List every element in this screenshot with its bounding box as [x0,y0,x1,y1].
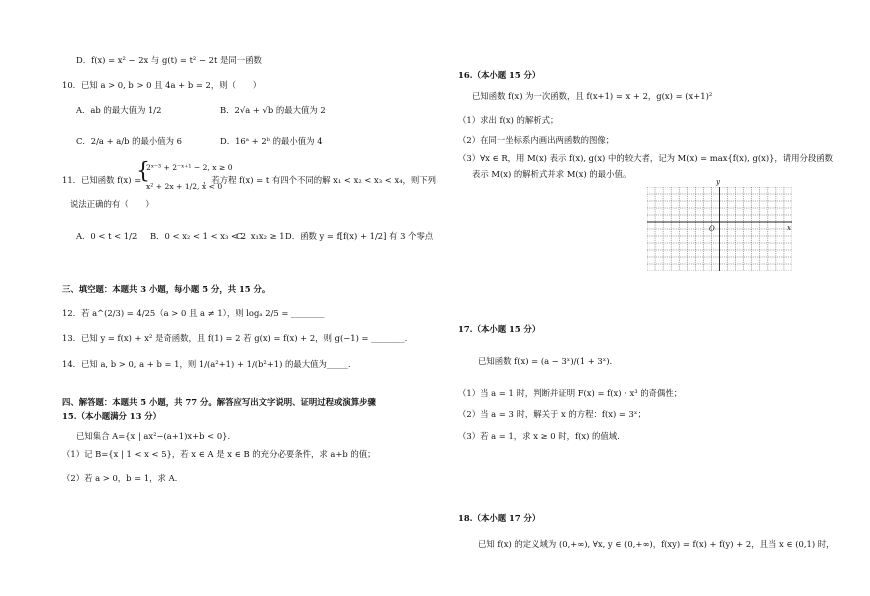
q11-brace: { [136,159,150,184]
y-axis-label: y [716,178,720,186]
q17-part-2: （2）当 a = 3 时，解关于 x 的方程：f(x) = 3ˣ； [458,409,646,419]
q17-part-1: （1）当 a = 1 时，判断并证明 F(x) = f(x) · x³ 的奇偶性； [458,388,683,398]
q10-stem: 10．已知 a > 0, b > 0 且 4a + b = 2，则（ ） [62,80,262,90]
q15-part-2: （2）若 a > 0，b = 1，求 A. [62,473,178,483]
q15-set: 已知集合 A={x | ax²−(a+1)x+b < 0}. [76,431,231,441]
q16-given: 已知函数 f(x) 为一次函数，且 f(x+1) = x + 2，g(x) = (x+1)² [472,91,713,101]
q11-case-2: x² + 2x + 1/2, x < 0 [146,182,223,191]
section-4-heading: 四、解答题：本题共 5 小题，共 77 分。解答应写出文字说明、证明过程或演算步骤 [62,397,376,407]
q9-option-d: D．f(x) = x² − 2x 与 g(t) = t² − 2t 是同一函数 [76,55,262,65]
q13: 13．已知 y = f(x) + x² 是奇函数，且 f(1) = 2 若 g(x) = f(x) + 2，则 g(−1) = ________. [62,333,408,343]
q17-heading: 17.（本小题 15 分） [458,324,541,334]
q10-option-a: A．ab 的最大值为 1/2 [76,105,162,115]
q18-given: 已知 f(x) 的定义域为 (0,+∞), ∀x, y ∈ (0,+∞)，f(xy) = f(x) + f(y) + 2，且当 x ∈ (0,1) 时， [478,539,835,549]
q17-part-3: （3）若 a = 1，求 x ≥ 0 时，f(x) 的值域. [458,431,620,441]
q11-tail: ，若方程 f(x) = t 有四个不同的解 x₁ < x₂ < x₃ < x₄，则下列 [203,175,437,185]
q17-given: 已知函数 f(x) = (a − 3ˣ)/(1 + 3ˣ). [478,356,613,366]
coordinate-grid [647,187,792,271]
q11-option-b: B．0 < x₂ < 1 < x₃ < 2 [150,231,247,241]
q14: 14．已知 a, b > 0, a + b = 1，则 1/(a²+1) + 1/(b²+1) 的最大值为_____. [62,359,351,369]
q11-case-1: 2ˣ⁻³ + 2⁻ˣ⁺¹ − 2, x ≥ 0 [146,163,233,172]
q15-part-1: （1）记 B={x | 1 < x < 5}，若 x ∈ A 是 x ∈ B 的充分必要条件，求 a+b 的值； [62,449,376,459]
q10-option-d: D．16ᵃ + 2ᵇ 的最小值为 4 [220,136,323,146]
q16-part-1: （1）求出 f(x) 的解析式； [458,115,559,125]
q11-option-a: A．0 < t < 1/2 [76,231,138,241]
q15-heading: 15.（本小题满分 13 分） [62,411,162,421]
q12: 12．若 a^(2/3) = 4/25（a > 0 且 a ≠ 1），则 logₐ 2/5 = ________ [62,308,325,318]
origin-label: O [709,225,715,233]
q16-heading: 16.（本小题 15 分） [458,70,541,80]
q16-part-3b: 表示 M(x) 的解析式并求 M(x) 的最小值。 [472,169,632,179]
q16-part-3a: （3）∀x ∈ R，用 M(x) 表示 f(x), g(x) 中的较大者，记为 M(x) = max{f(x), g(x)}，请用分段函数 [458,153,834,163]
q11-option-d: D．函数 y = f[f(x) + 1/2] 有 3 个零点 [285,231,434,241]
q18-heading: 18.（本小题 17 分） [458,513,541,523]
q11-label: 11．已知函数 f(x) = [62,175,142,185]
q11-line-2: 说法正确的有（ ） [70,199,154,209]
q10-option-c: C．2/a + a/b 的最小值为 6 [76,136,182,146]
q16-part-2: （2）在同一坐标系内画出两函数的图像； [458,135,615,145]
q10-option-b: B．2√a + √b 的最大值为 2 [220,105,326,115]
x-axis-label: x [787,224,791,232]
q11-option-c: C．x₁x₂ ≥ 1 [236,231,285,241]
section-3-heading: 三、填空题：本题共 3 小题，每小题 5 分，共 15 分。 [62,284,271,294]
